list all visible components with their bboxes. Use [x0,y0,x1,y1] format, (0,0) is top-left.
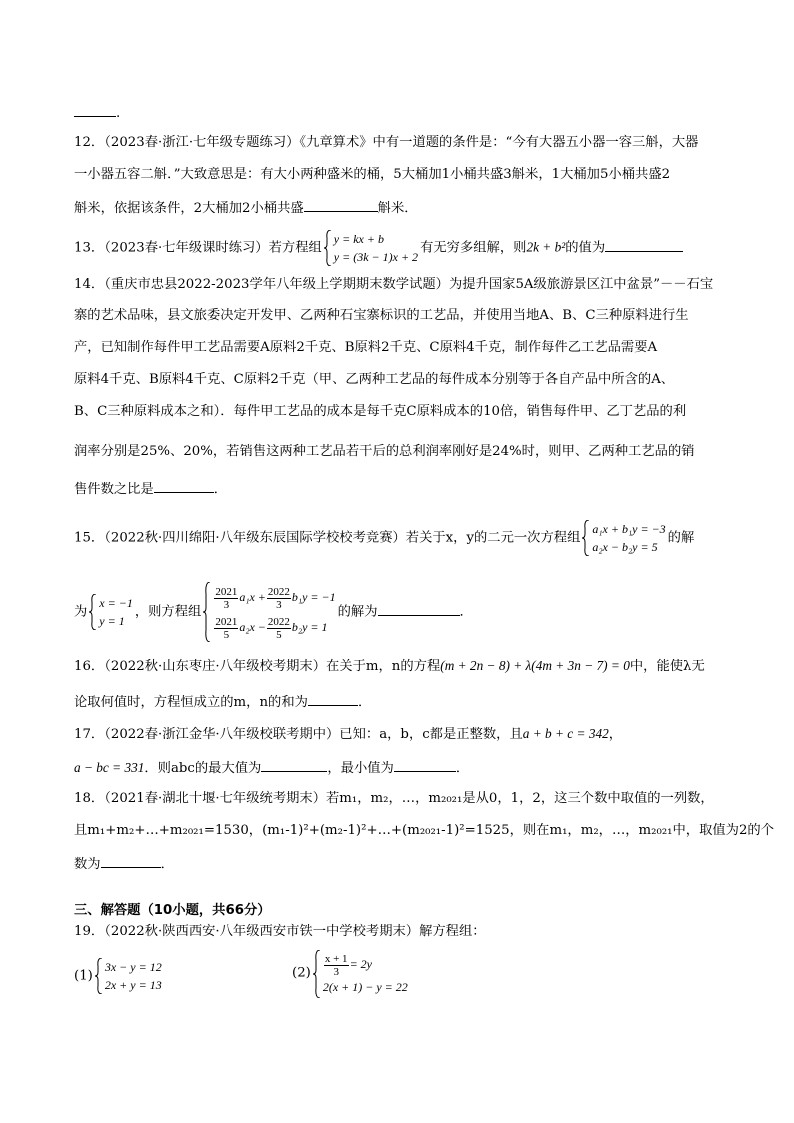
q16-line-1: 16．（2022秋·山东枣庄·八年级校考期末）在关于m，n的方程(m + 2n − 8) + λ(4m + 3n − 7) = 0中，能使λ无 [74,658,705,674]
answer-blank [304,197,378,212]
q14-line-7: 售件数之比是 ． [74,478,227,500]
fraction: $\frac{2021}{5}$ [215,615,238,641]
q19-line-1: 19．（2022秋·陕西西安·八年级西安市铁一中学校考期末）解方程组： [74,924,486,939]
q13-line: 13．（2023春·七年级课时练习）若方程组 y = kx + b y = (3k − 1)x + 2 有无穷多组解，则2k + b²的值为 [74,230,683,266]
answer-blank [74,102,116,117]
equation-system: y = kx + b y = (3k − 1)x + 2 [324,230,418,266]
fraction: $\frac{2022}{5}$ [267,615,290,641]
q14-line-5: B、C三种原料成本之和）．每件甲工艺品的成本是每千克C原料成本的10倍，销售每件甲、乙丁艺品的利 [74,404,687,419]
answer-blank [101,853,161,868]
solution-system: x = −1 y = 1 [89,594,133,630]
q18-line-1: 18．（2021春·湖北十堰·七年级统考期末）若m₁，m₂，…，m₂₀₂₁是从0，1，2，这三个数中取值的一列数， [74,791,714,806]
answer-blank [154,478,214,493]
fraction: $\frac{2021}{3}$ [215,585,238,611]
q19-part-2: (2) $\frac{x + 1}{3}$ = 2y 2(x + 1) − y = 22 [292,950,410,996]
equation-system: 3x − y = 12 2x + y = 13 [95,958,162,994]
q14-line-1: 14．（重庆市忠县2022-2023学年八年级上学期期末数学试题）为提升国家5A级旅游景区江中盆景”－－石宝 [74,277,714,292]
section-heading: 三、解答题（10小题，共66分） [74,903,271,918]
q14-line-2: 寨的艺术品味，县文旅委决定开发甲、乙两种石宝寨标识的工艺品，并使用当地A、B、C三种原料进行生 [74,308,689,323]
q14-line-4: 原料4千克、B原料4千克、C原料2千克（甲、乙两种工艺品的每件成本分别等于各自产品中所含的A、 [74,372,675,387]
q19-part-1: (1) 3x − y = 12 2x + y = 13 [74,960,162,992]
answer-blank [308,691,358,706]
q14-line-3: 产，已知制作每件甲工艺品需要A原料2千克、B原料2千克、C原料4千克，制作每件乙工艺品需要A [74,340,658,355]
q12-line-2: 一小器五容二斛．”大致意思是：有大小两种盛米的桶，5大桶加1小桶共盛3斛米，1大桶加5小桶共盛2 [74,167,671,182]
q16-line-2: 论取何值时，方程恒成立的m，n的和为 ． [74,691,371,713]
answer-blank [378,601,460,616]
q18-line-2: 且m₁+m₂+…+m₂₀₂₁=1530，(m₁-1)²+(m₂-1)²+…+(m₂₀₂₁-1)²=1525，则在m₁，m₂，…，m₂₀₂₁中，取值为2的个 [74,823,775,838]
equation-system: a₁x + b₁y = −3 a₂x − b₂y = 5 [582,520,665,556]
equation-system: $\frac{2021}{3}$ a₁x + $\frac{2022}{3}$ b₁y = −1 $\frac{2021}{5}$ a₂x − $\frac{2022}{5}$ b₂y = 1 [203,582,335,642]
answer-blank [261,757,327,772]
q17-line-2: a − bc = 331．则abc的最大值为 ，最小值为 ． [74,757,469,779]
q12-line-3: 斛米，依据该条件，2大桶加2小桶共盛 斛米． [74,197,418,219]
answer-blank [605,237,683,252]
answer-blank [394,757,456,772]
q18-line-3: 数为 ． [74,853,174,875]
q17-line-1: 17．（2022春·浙江金华·八年级校联考期中）已知：a，b，c都是正整数，且a + b + c = 342， [74,726,623,742]
q15-line-2: 为 x = −1 y = 1 ，则方程组 $\frac{2021}{3}$ a₁x + $\frac{2022}{3}$ b₁y = −1 $\frac{2021}{5}$ a₂x − $\frac{2022}{5}$ b₂y = 1 的解为 ． [74,582,473,642]
q14-line-6: 润率分别是25%、20%，若销售这两种工艺品若干后的总利润率刚好是24%时，则甲、乙两种工艺品的销 [74,444,695,459]
fraction: $\frac{x + 1}{3}$ [324,952,348,978]
q15-line-1: 15．（2022秋·四川绵阳·八年级东辰国际学校校考竞赛）若关于x，y的二元一次方程组 a₁x + b₁y = −3 a₂x − b₂y = 5 的解 [74,522,695,554]
q12-line-1: 12．（2023春·浙江·七年级专题练习）《九章算术》中有一道题的条件是：“今有大器五小器一容三斛，大器 [74,135,699,150]
previous-answer-line: . [74,102,120,124]
equation-system: $\frac{x + 1}{3}$ = 2y 2(x + 1) − y = 22 [313,950,408,996]
fraction: $\frac{2022}{3}$ [267,585,290,611]
